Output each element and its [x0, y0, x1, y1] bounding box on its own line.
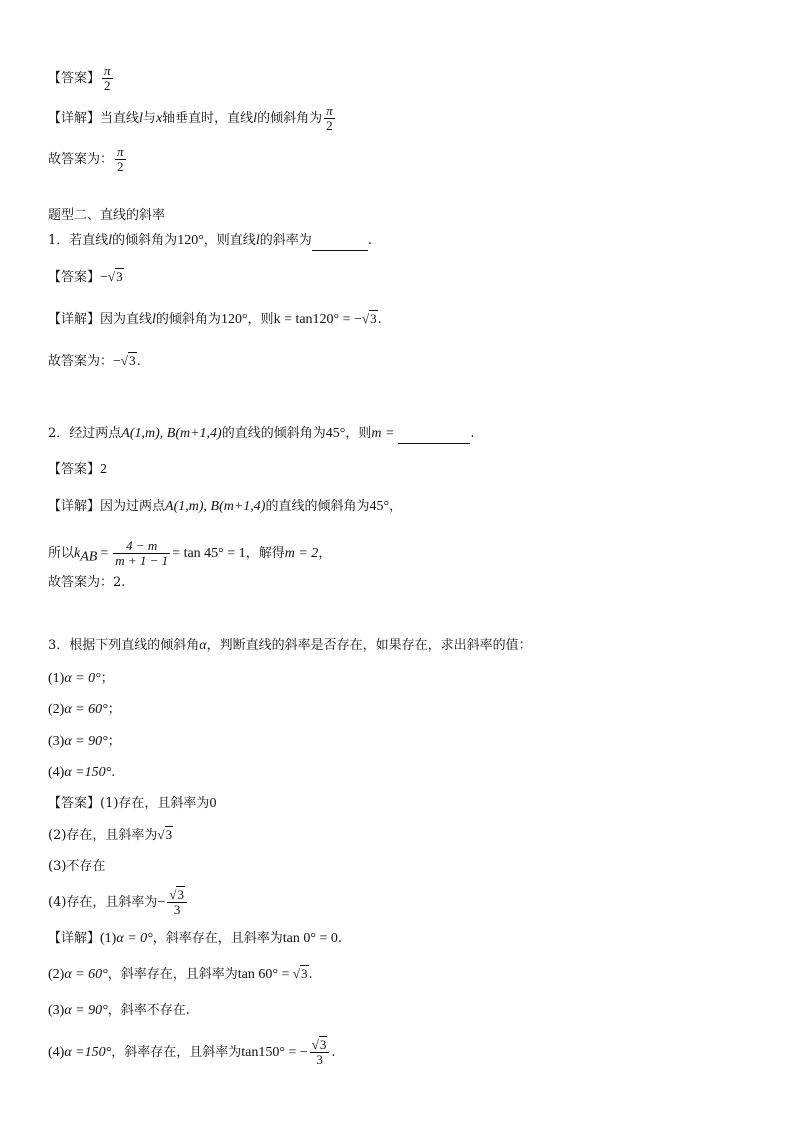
equals: =	[100, 546, 109, 561]
answer-line-4	[48, 795, 216, 813]
text: (4)存在，且斜率为	[48, 895, 158, 910]
fraction	[115, 145, 126, 174]
case-number: (2)	[48, 702, 65, 717]
math-expr: α =150°	[64, 1045, 112, 1060]
question-1	[48, 232, 372, 251]
math-expr: α = 90°	[64, 1003, 108, 1018]
var-l: l	[108, 233, 113, 248]
text: 的倾斜角为	[257, 111, 323, 126]
math-expr: = tan 45° = 1	[172, 546, 246, 561]
final-answer-line-3: 故答案为：2.	[48, 575, 126, 590]
text: .	[136, 354, 141, 369]
text: .	[111, 765, 116, 780]
text: 因为过两点	[100, 499, 166, 514]
math-expr: α = 90°	[64, 734, 108, 749]
text: .	[308, 967, 313, 982]
answer-blank	[312, 232, 368, 251]
text: 所以	[48, 546, 75, 561]
denominator: 2	[326, 118, 333, 133]
numerator	[167, 888, 187, 903]
text: 的直线的倾斜角为	[265, 499, 370, 514]
var-k: k	[74, 546, 81, 561]
fraction	[324, 104, 335, 133]
answer-label: 【答案】	[48, 71, 101, 86]
fraction	[113, 539, 170, 568]
math-expr: α = 0°	[116, 931, 153, 946]
math-expr: α =150°	[64, 765, 112, 780]
numerator	[310, 1038, 330, 1053]
math-expr: m = 2	[284, 546, 319, 561]
radicand: 3	[319, 1037, 327, 1052]
value: 0	[209, 796, 217, 811]
answer-label: 【答案】	[48, 796, 101, 811]
sqrt: √3	[292, 966, 308, 981]
var-l: l	[152, 312, 156, 327]
sqrt: √3	[169, 887, 184, 902]
detail-line-7	[48, 1038, 336, 1067]
case-number: (4)	[48, 765, 65, 780]
detail-label: 【详解】	[48, 312, 101, 327]
answer-line-6: (3)不存在	[48, 859, 106, 874]
answer-line-7	[48, 888, 189, 917]
denominator: m + 1 − 1	[115, 553, 169, 568]
var-alpha: α	[199, 638, 207, 653]
denominator: 2	[104, 78, 111, 93]
subscript: AB	[80, 549, 98, 565]
fraction	[102, 64, 113, 93]
solution-line-2	[48, 539, 331, 568]
case-3	[48, 733, 121, 751]
radicand: 3	[301, 966, 308, 981]
text: ；	[100, 671, 114, 686]
fraction	[310, 1038, 330, 1067]
final-answer-line-2	[48, 352, 141, 371]
var-l: l	[255, 233, 260, 248]
denominator: 3	[316, 1052, 323, 1067]
case-number: (2)	[48, 967, 65, 982]
text: ，	[389, 499, 403, 514]
text: 故答案为：	[48, 152, 114, 167]
case-number: (1)	[48, 671, 65, 686]
detail-label: 【详解】	[48, 111, 101, 126]
minus: −	[113, 354, 121, 369]
detail-line-3	[48, 498, 402, 516]
points: A(1,m), B(m+1,4)	[165, 499, 266, 514]
case-2	[48, 701, 121, 719]
denominator: 3	[173, 902, 181, 917]
question-3	[48, 637, 532, 655]
sqrt: √3	[311, 1037, 327, 1052]
case-4	[48, 764, 115, 782]
text: 当直线	[100, 111, 140, 126]
angle: 120°	[177, 233, 204, 248]
math-expr: α = 60°	[64, 967, 108, 982]
text: .	[377, 312, 382, 327]
text: (1)存在，且斜率为	[100, 796, 210, 811]
math-expr: m =	[371, 426, 395, 441]
text: 轴垂直时，直线	[162, 111, 254, 126]
math-expr: tan 60° =	[237, 967, 293, 982]
var-l: l	[139, 111, 143, 126]
answer-line-5	[48, 826, 173, 845]
numerator: π	[117, 144, 124, 159]
fraction	[167, 888, 187, 917]
math-expr: tan 0° = 0	[282, 931, 338, 946]
text: .	[470, 426, 475, 441]
text: ，	[318, 546, 332, 561]
detail-line-5	[48, 965, 313, 984]
text: ，斜率存在，且斜率为	[107, 967, 238, 982]
denominator: 2	[117, 159, 124, 174]
math-expr: tan150° = −	[241, 1045, 308, 1060]
sqrt: √3	[157, 827, 173, 842]
sqrt: √3	[107, 269, 123, 284]
text: 1．若直线	[48, 233, 109, 248]
detail-label: 【详解】	[48, 931, 101, 946]
var-l: l	[253, 111, 258, 126]
minus: −	[157, 895, 166, 910]
value: 2	[100, 462, 108, 477]
text: .	[367, 233, 372, 248]
section-heading: 题型二、直线的斜率	[48, 208, 166, 223]
detail-line-2	[48, 310, 382, 329]
text: ，则直线	[203, 233, 256, 248]
text: 3．根据下列直线的倾斜角	[48, 638, 200, 653]
text: 的直线的倾斜角为	[221, 426, 326, 441]
text: ，则	[345, 426, 372, 441]
radicand: 3	[177, 887, 184, 902]
angle: 120°	[220, 312, 248, 327]
case-number: (4)	[48, 1045, 65, 1060]
answer-line-3	[48, 461, 107, 479]
answer-label: 【答案】	[48, 462, 101, 477]
radicand: 3	[370, 311, 377, 326]
points: A(1,m), B(m+1,4)	[121, 426, 222, 441]
text: 故答案为：	[48, 354, 114, 369]
detail-label: 【详解】	[48, 499, 101, 514]
text: ；	[107, 702, 121, 717]
numerator: 4 − m	[113, 539, 170, 554]
case-number: (3)	[48, 1003, 65, 1018]
detail-line-1	[48, 104, 337, 133]
sqrt: √3	[120, 353, 136, 368]
detail-line-6	[48, 1002, 190, 1020]
detail-line-4	[48, 930, 342, 948]
text: ，判断直线的斜率是否存在，如果存在，求出斜率的值：	[206, 638, 532, 653]
math-expr: α = 0°	[64, 671, 101, 686]
var-x: x	[155, 111, 163, 126]
minus: −	[100, 270, 108, 285]
text: ，斜率存在，且斜率为	[111, 1045, 242, 1060]
text: ，则	[247, 312, 274, 327]
text: .	[331, 1045, 336, 1060]
numerator: π	[326, 103, 333, 118]
text: ，斜率不存在.	[107, 1003, 190, 1018]
text: (2)存在，且斜率为	[48, 828, 158, 843]
answer-blank	[398, 425, 470, 444]
math-expr: α = 60°	[64, 702, 108, 717]
final-answer-line-1	[48, 145, 128, 174]
answer-line-1	[48, 64, 115, 93]
text: 的倾斜角为	[155, 312, 221, 327]
text: ，斜率存在，且斜率为	[152, 931, 283, 946]
angle: 45°	[325, 426, 346, 441]
text: ，解得	[245, 546, 285, 561]
question-2	[48, 425, 475, 444]
case-number: (1)	[100, 931, 117, 946]
case-1	[48, 670, 114, 688]
radicand: 3	[129, 353, 136, 368]
text: 的倾斜角为	[112, 233, 178, 248]
numerator: π	[104, 63, 111, 78]
angle: 45°	[369, 499, 390, 514]
case-number: (3)	[48, 734, 65, 749]
radicand: 3	[116, 269, 123, 284]
text: .	[337, 931, 343, 946]
text: 的斜率为	[259, 233, 312, 248]
math-expr: k = tan120° = −	[273, 312, 362, 327]
sqrt: √3	[361, 311, 377, 326]
answer-line-2	[48, 268, 124, 287]
radicand: 3	[165, 827, 173, 842]
answer-label: 【答案】	[48, 270, 101, 285]
text: ；	[107, 734, 121, 749]
text: 因为直线	[100, 312, 153, 327]
text: 2．经过两点	[48, 426, 122, 441]
text: 与	[142, 111, 156, 126]
